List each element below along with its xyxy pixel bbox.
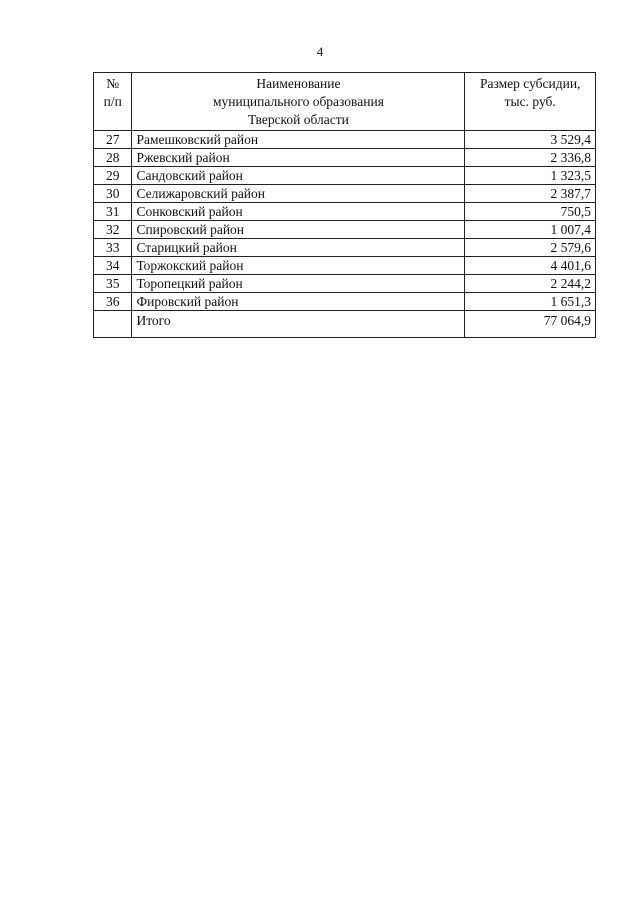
row-name: Селижаровский район — [132, 185, 465, 203]
row-name: Спировский район — [132, 221, 465, 239]
row-amount: 2 336,8 — [465, 149, 596, 167]
row-name: Старицкий район — [132, 239, 465, 257]
total-amount: 77 064,9 — [465, 311, 596, 338]
row-number: 30 — [94, 185, 132, 203]
row-amount: 1 651,3 — [465, 293, 596, 311]
header-name — [132, 73, 465, 131]
table-row — [94, 221, 596, 239]
header-name-line1: Наименование — [256, 76, 341, 91]
header-number-line1: № — [106, 76, 120, 91]
row-number: 34 — [94, 257, 132, 275]
row-amount: 2 244,2 — [465, 275, 596, 293]
header-number — [94, 73, 132, 131]
row-number: 32 — [94, 221, 132, 239]
row-amount: 2 579,6 — [465, 239, 596, 257]
row-number: 29 — [94, 167, 132, 185]
table-body — [94, 131, 596, 338]
row-number: 33 — [94, 239, 132, 257]
table-row — [94, 149, 596, 167]
table-row — [94, 131, 596, 149]
total-row — [94, 311, 596, 338]
row-amount: 4 401,6 — [465, 257, 596, 275]
row-name: Фировский район — [132, 293, 465, 311]
row-amount: 1 007,4 — [465, 221, 596, 239]
table-row — [94, 275, 596, 293]
page-number: 4 — [316, 44, 324, 59]
header-amount — [465, 73, 596, 131]
table-row — [94, 257, 596, 275]
row-number: 27 — [94, 131, 132, 149]
row-amount: 2 387,7 — [465, 185, 596, 203]
subsidy-table — [93, 72, 596, 338]
header-amount-line2: тыс. руб. — [504, 94, 556, 109]
table-row — [94, 293, 596, 311]
table-header — [94, 73, 596, 131]
header-amount-line1: Размер субсидии, — [479, 76, 581, 91]
row-name: Ржевский район — [132, 149, 465, 167]
row-number: 36 — [94, 293, 132, 311]
row-amount: 750,5 — [465, 203, 596, 221]
table-row — [94, 185, 596, 203]
header-name-line2: муниципального образования — [212, 94, 384, 109]
row-name: Торопецкий район — [132, 275, 465, 293]
row-name: Сандовский район — [132, 167, 465, 185]
table-row — [94, 167, 596, 185]
total-number-cell — [94, 311, 132, 338]
total-label: Итого — [132, 311, 465, 338]
row-name: Торжокский район — [132, 257, 465, 275]
row-number: 35 — [94, 275, 132, 293]
table-row — [94, 239, 596, 257]
row-name: Рамешковский район — [132, 131, 465, 149]
header-row — [94, 73, 596, 131]
header-name-line3: Тверской области — [247, 112, 349, 127]
row-number: 31 — [94, 203, 132, 221]
row-amount: 1 323,5 — [465, 167, 596, 185]
header-number-line2: п/п — [103, 94, 122, 109]
row-name: Сонковский район — [132, 203, 465, 221]
table-row — [94, 203, 596, 221]
row-amount: 3 529,4 — [465, 131, 596, 149]
row-number: 28 — [94, 149, 132, 167]
